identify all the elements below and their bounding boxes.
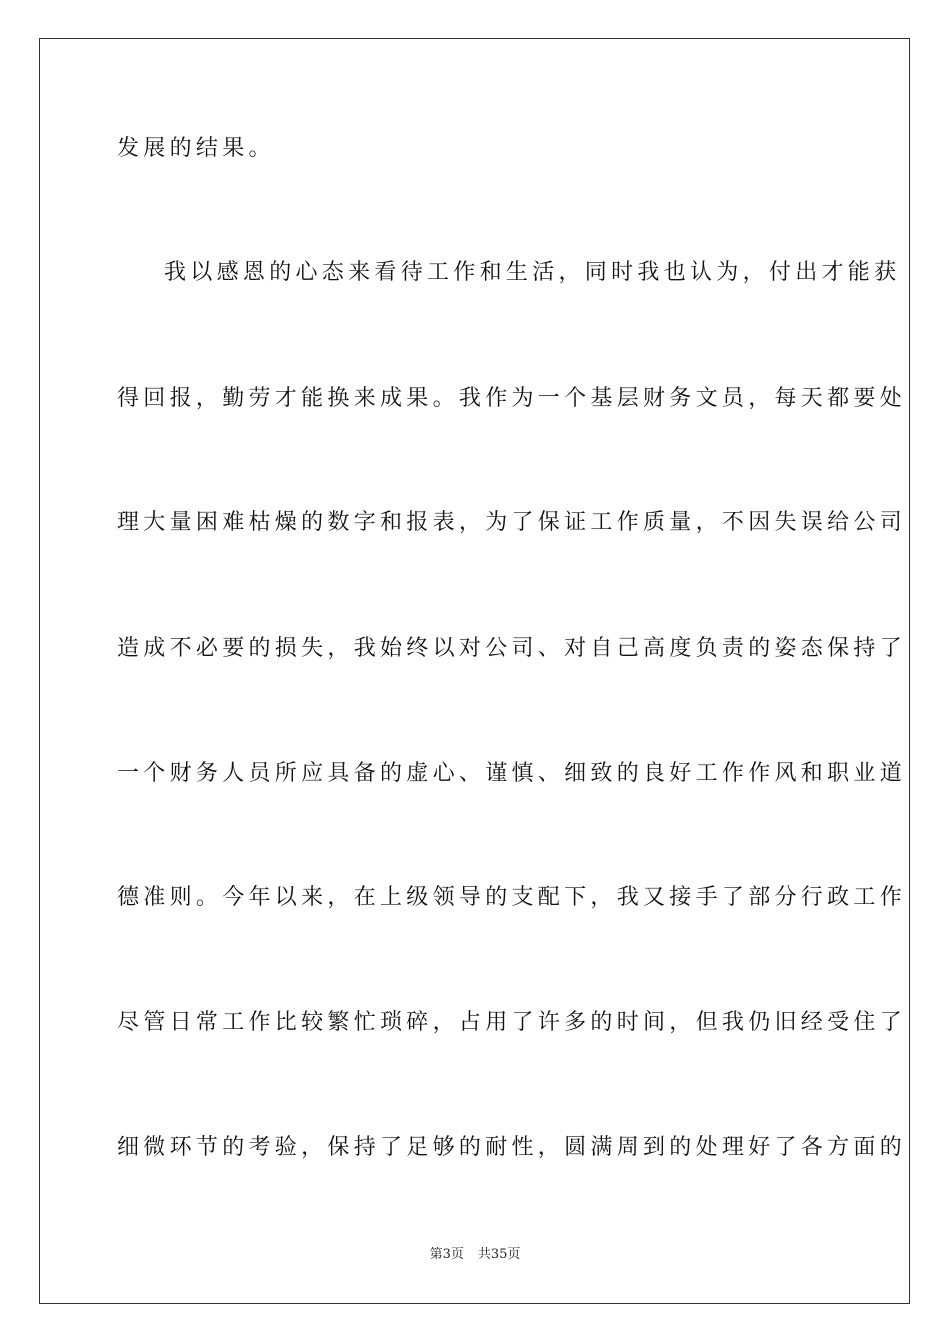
text-line: 得回报，勤劳才能换来成果。我作为一个基层财务文员，每天都要处 [117, 386, 907, 411]
text-line: 造成不必要的损失，我始终以对公司、对自己高度负责的姿态保持了 [117, 636, 907, 661]
text-line: 一个财务人员所应具备的虚心、谨慎、细致的良好工作作风和职业道 [117, 761, 907, 786]
text-line: 德准则。今年以来，在上级领导的支配下，我又接手了部分行政工作 [117, 885, 907, 910]
page-footer [0, 1246, 950, 1264]
text-line: 发展的结果。 [117, 136, 275, 161]
text-line: 理大量困难枯燥的数字和报表，为了保证工作质量，不因失误给公司 [117, 510, 907, 535]
text-line: 尽管日常工作比较繁忙琐碎，占用了许多的时间，但我仍旧经受住了 [117, 1010, 907, 1035]
page-border [39, 38, 910, 1304]
text-line: 细微环节的考验，保持了足够的耐性，圆满周到的处理好了各方面的 [117, 1135, 907, 1160]
paragraph-first-line: 我以感恩的心态来看待工作和生活，同时我也认为，付出才能获 [164, 260, 901, 285]
page-number: 第3页 [429, 1247, 464, 1262]
page-total: 共35页 [477, 1247, 521, 1262]
